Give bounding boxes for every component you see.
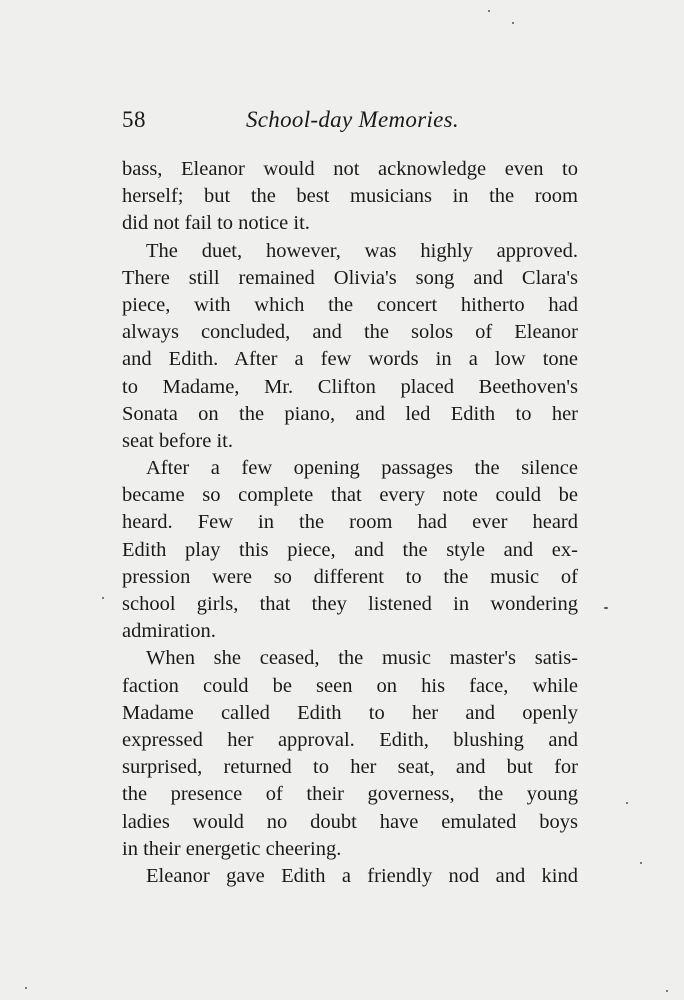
page-number: 58 — [122, 107, 146, 132]
text-line: admiration. — [122, 620, 216, 643]
text-line: became so complete that every note could be — [122, 484, 578, 507]
scan-speck — [488, 10, 490, 12]
scan-speck — [666, 990, 668, 992]
scan-speck — [626, 802, 628, 804]
scan-speck — [512, 22, 514, 24]
running-title: School-day Memories. — [246, 107, 459, 132]
text-line: There still remained Olivia's song and Clara's — [122, 266, 578, 289]
text-line: herself; but the best musicians in the room — [122, 185, 578, 208]
page-header — [122, 107, 582, 141]
text-line: and Edith. After a few words in a low tone — [122, 348, 578, 371]
text-line: the presence of their governess, the young — [122, 783, 578, 806]
text-line: When she ceased, the music master's satis- — [146, 647, 578, 670]
text-line: did not fail to notice it. — [122, 212, 310, 235]
text-line: After a few opening passages the silence — [146, 457, 578, 480]
text-line: pression were so different to the music of — [122, 565, 578, 588]
text-line: to Madame, Mr. Clifton placed Beethoven's — [122, 375, 578, 398]
text-line: Madame called Edith to her and openly — [122, 701, 578, 724]
scan-speck — [604, 607, 608, 609]
scan-speck — [25, 987, 27, 989]
text-line: surprised, returned to her seat, and but for — [122, 756, 578, 779]
text-line: piece, with which the concert hitherto had — [122, 293, 578, 316]
text-line: in their energetic cheering. — [122, 837, 342, 860]
text-line: school girls, that they listened in wondering — [122, 593, 578, 615]
text-line: heard. Few in the room had ever heard — [122, 511, 578, 534]
body-text — [122, 156, 578, 890]
text-line: seat before it. — [122, 429, 233, 452]
text-line: The duet, however, was highly approved. — [146, 239, 578, 262]
text-line: Edith play this piece, and the style and ex- — [122, 538, 578, 561]
scan-speck — [102, 597, 104, 599]
text-line: bass, Eleanor would not acknowledge even to — [122, 158, 578, 180]
text-line: Sonata on the piano, and led Edith to her — [122, 402, 578, 425]
text-line: Eleanor gave Edith a friendly nod and kind — [146, 864, 578, 887]
text-line: always concluded, and the solos of Eleanor — [122, 321, 578, 344]
scan-speck — [640, 862, 642, 864]
text-line: ladies would no doubt have emulated boys — [122, 810, 578, 833]
text-line: expressed her approval. Edith, blushing and — [122, 728, 578, 751]
text-line: faction could be seen on his face, while — [122, 674, 578, 697]
